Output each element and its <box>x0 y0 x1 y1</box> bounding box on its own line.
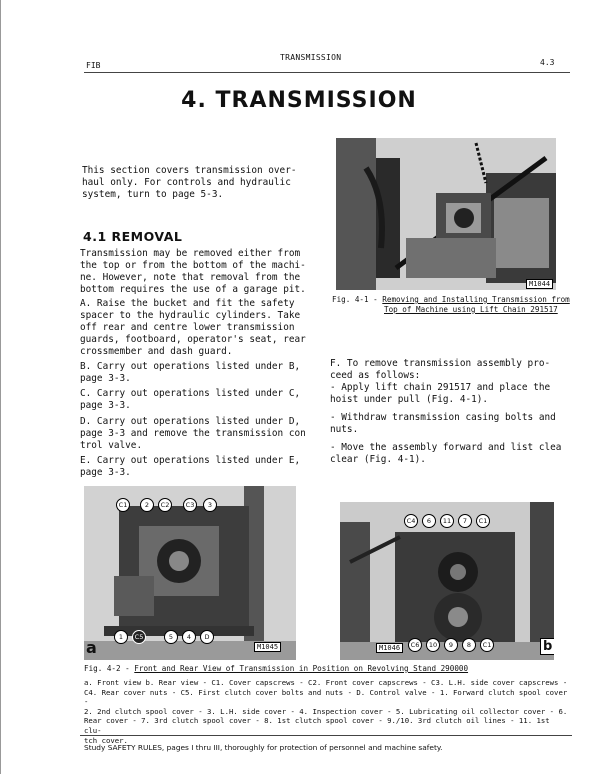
step-b: B. Carry out operations listed under B, page 3-3. <box>80 361 301 384</box>
fig-4-2a-letter: a <box>86 638 97 657</box>
lift-chain-illustration <box>336 138 556 290</box>
header-rule <box>84 72 570 73</box>
step-c: C. Carry out operations listed under C, page 3-3. <box>80 388 301 411</box>
step-d: D. Carry out operations listed under D, page 3-3 and remove the transmission con trol valve. <box>80 416 306 451</box>
callout: 6 <box>422 514 436 528</box>
callout: C5 <box>132 630 146 644</box>
callout: C4 <box>404 514 418 528</box>
callout: 3 <box>203 498 217 512</box>
step-f: F. To remove transmission assembly pro- ceed as follows: - Apply lift chain 291517 and place the hoist under pull (Fig. 4-1). - Withdraw transmission casing bolts and nuts. - Move the assembly forward and list clea clear (Fig. 4-1). <box>330 358 562 465</box>
step-e: E. Carry out operations listed under E, page 3-3. <box>80 455 301 478</box>
intro-paragraph: This section covers transmission over- haul only. For controls and hydraulic system, turn to page 5-3. <box>82 165 297 200</box>
fig-4-1-photo <box>336 138 556 290</box>
callout: 8 <box>462 638 476 652</box>
header-title: TRANSMISSION <box>280 53 342 62</box>
fig-4-1-caption: Fig. 4-1 - Removing and Installing Transmission from Top of Machine using Lift Chain 291517 <box>332 295 570 314</box>
callout: 9 <box>444 638 458 652</box>
fig-4-2b-photo <box>340 502 554 660</box>
callout: 5 <box>164 630 178 644</box>
footer-rule <box>80 735 572 736</box>
callout: C6 <box>408 638 422 652</box>
callout: 10 <box>426 638 440 652</box>
removal-paragraph: Transmission may be removed either from the top or from the bottom of the machi- ne. However, note that removal from the bottom requires the use of a garage pit. <box>80 248 306 295</box>
section-heading: 4.1 REMOVAL <box>83 229 183 244</box>
callout: 4 <box>182 630 196 644</box>
callout: 2 <box>140 498 154 512</box>
fig-4-1-tag: M1044 <box>526 279 553 289</box>
page-number: 4.3 <box>540 58 555 67</box>
callout: C1 <box>116 498 130 512</box>
fig-4-2a-tag: M1045 <box>254 642 281 652</box>
callout: C2 <box>158 498 172 512</box>
callout: 1 <box>114 630 128 644</box>
scan-edge <box>0 0 1 774</box>
callout: C1 <box>480 638 494 652</box>
callout: C1 <box>476 514 490 528</box>
fig-4-2b-letter: b <box>540 638 554 655</box>
callout: D <box>200 630 214 644</box>
figure-legend: a. Front view b. Rear view - C1. Cover capscrews - C2. Front cover capscrews - C3. L.H. side cover capscrews - C4. Rear cover nuts - C5. First clutch cover bolts and nuts - D. Control valve - 1. Forward clutch spool cover - 2. 2nd clutch spool cover - 3. L.H. side cover - 4. Inspection cover - 5. Lubricating oil collector cover - 6. Rear cover - 7. 3rd clutch spool cover - 8. 1st clutch spool cover - 9./10. 3rd clutch oil lines - 11. 1st clu- tch cover. <box>84 678 568 745</box>
safety-footer: Study SAFETY RULES, pages I thru III, thoroughly for protection of personnel and machine safety. <box>84 743 443 752</box>
callout: 11 <box>440 514 454 528</box>
callout: C3 <box>183 498 197 512</box>
header-left: FIB <box>86 61 101 70</box>
fig-4-2a-photo <box>84 486 296 660</box>
page-title: 4. TRANSMISSION <box>181 88 417 113</box>
fig-4-2b-tag: M1046 <box>376 643 403 653</box>
step-a: A. Raise the bucket and fit the safety spacer to the hydraulic cylinders. Take off rear and centre lower transmission guards, footboard, operator's seat, rear crossmember and dash guard. <box>80 298 306 357</box>
callout: 7 <box>458 514 472 528</box>
fig-4-2-caption: Fig. 4-2 - Front and Rear View of Transmission in Position on Revolving Stand 290000 <box>84 664 469 673</box>
